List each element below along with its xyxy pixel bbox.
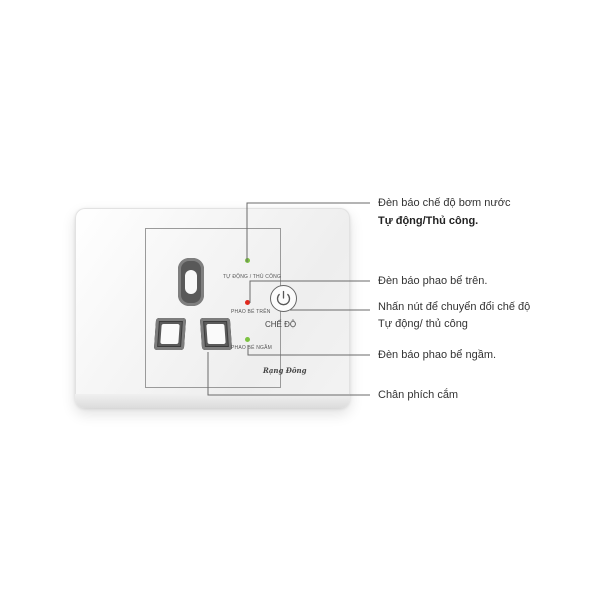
auto-manual-led-label: TỰ ĐỘNG / THỦ CÔNG xyxy=(223,274,282,280)
leader-lower-tank xyxy=(248,345,370,355)
upper-tank-led-label: PHAO BỂ TRÊN xyxy=(231,309,271,315)
callout-auto-manual xyxy=(378,196,510,229)
callout-auto-manual-line1: Đèn báo chế độ bơm nước xyxy=(378,197,511,209)
leader-plug-pins xyxy=(208,352,370,395)
mode-button-label: CHẾ ĐỘ xyxy=(265,320,297,329)
leader-auto-manual xyxy=(247,203,370,262)
callout-plug-pins: Chân phích cắm xyxy=(378,389,459,401)
lower-tank-led-label: PHAO BỂ NGẦM xyxy=(231,345,273,351)
callout-mode-button-line2: Tự động/ thủ công xyxy=(378,318,468,330)
callout-mode-button xyxy=(378,300,530,332)
brand-logo: Rạng Đông xyxy=(263,366,307,375)
callout-mode-button-line1: Nhấn nút để chuyển đổi chế độ xyxy=(378,301,531,313)
callout-lower-tank: Đèn báo phao bể ngầm. xyxy=(378,349,497,361)
leader-upper-tank xyxy=(250,281,370,303)
callout-auto-manual-line2: Tự động/Thủ công. xyxy=(378,215,479,227)
callout-upper-tank: Đèn báo phao bể trên. xyxy=(378,275,488,287)
